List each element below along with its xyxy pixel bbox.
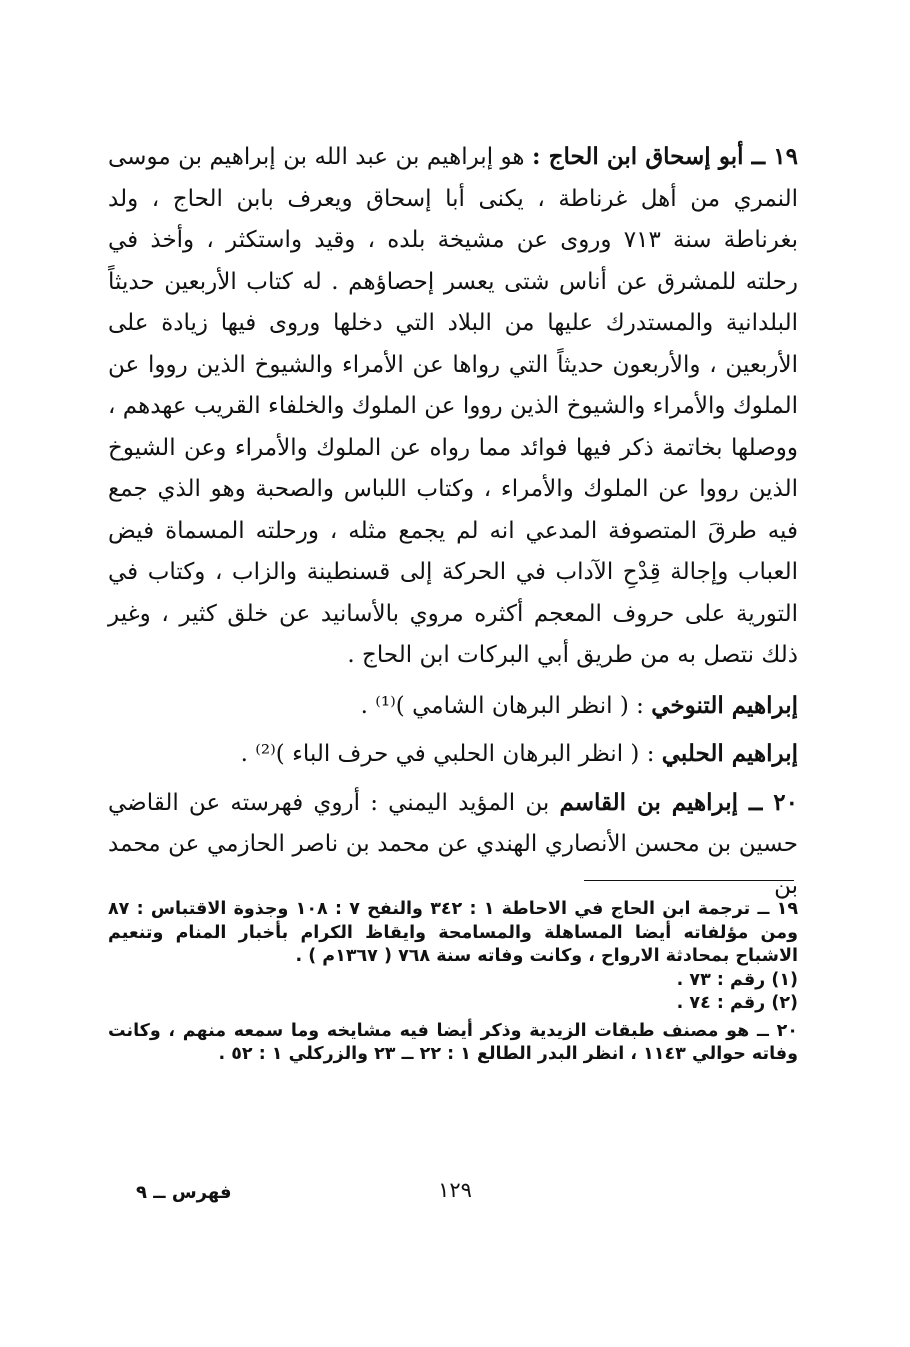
footnote-19: ١٩ ــ ترجمة ابن الحاج في الاحاطة ١ : ٣٤٢ والنفح ٧ : ١٠٨ وجذوة الاقتباس : ٨٧ ومن مؤلفاته أيضا المساهلة والمسامحة وايقاظ الكرام بأخبار المنام وتنعيم الاشباح بمحادثة الارواح ، وكانت وفاته سنة ٧٦٨ ( ١٣٦٧م ) .: [108, 899, 799, 966]
main-text: [108, 136, 798, 907]
entry-19: [108, 136, 798, 677]
signature-mark: فهرس ــ ٩: [136, 1182, 232, 1203]
cross-reference-halabi-heading: إبراهيم الحلبي: [661, 740, 798, 767]
cross-reference-tanukhi-heading: إبراهيم التنوخي: [651, 691, 798, 719]
footnote-1: (١) رقم : ٧٣ .: [676, 969, 798, 990]
footnote-divider: [584, 880, 794, 881]
footnote-2: (٢) رقم : ٧٤ .: [676, 993, 798, 1013]
entry-20: [108, 782, 798, 908]
entry-20-heading: ٢٠ ــ إبراهيم بن القاسم: [559, 788, 798, 816]
page-number: ١٢٩: [438, 1178, 472, 1202]
footnote-20: ٢٠ ــ هو مصنف طبقات الزيدية وذكر أيضا فيه مشايخه وما سمعه منهم ، وكانت وفاته حوالي ١١٤٣ ، انظر البدر الطالع ١ : ٢٢ ــ ٢٣ والزركلي ١ : ٥٢ .: [108, 1020, 798, 1064]
entry-19-text: هو إبراهيم بن عبد الله بن إبراهيم بن موسى النمري من أهل غرناطة ، يكنى أبا إسحاق ويعرف بابن الحاج ، ولد بغرناطة سنة ٧١٣ وروى عن مشيخة بلده ، وقيد واستكثر ، وأخذ في رحلته للمشرق عن أناس شتى يعسر إحصاؤهم . له كتاب الأربعين حديثاً البلدانية والمستدرك عليها من البلاد التي دخلها وروى فيها زيادة على الأربعين ، والأربعون حديثاً التي رواها عن الأمراء والشيوخ الذين رووا عن الملوك والأمراء والشيوخ الذين رووا عن الملوك والخلفاء القريب عهدهم ، ووصلها بخاتمة ذكر فيها فوائد مما رواه عن الملوك والأمراء وعن الشيوخ الذين رووا عن الملوك والأمراء ، وكتاب اللباس والصحبة وهو الذي جمع فيه طرقَ المتصوفة المدعي انه لم يجمع مثله ، ورحلته المسماة فيض العباب وإجالة قِدْحِ الآداب في الحركة إلى قسنطينة والزاب ، وكتاب في التورية على حروف المعجم أكثره مروي بالأسانيد عن خلق كثير ، وغير ذلك نتصل به من طريق أبي البركات ابن الحاج .: [108, 144, 799, 668]
cross-reference-halabi-text: : ( انظر البرهان الحلبي في حرف الباء )⁽²⁾ .: [240, 741, 662, 767]
entry-20-text: بن المؤيد اليمني : أروي فهرسته عن القاضي حسين بن محسن الأنصاري الهندي عن محمد بن ناصر الحازمي عن محمد بن: [108, 789, 798, 899]
cross-reference-tanukhi-text: : ( انظر البرهان الشامي )⁽¹⁾ .: [360, 692, 652, 719]
footnotes: [108, 898, 798, 1067]
cross-reference-tanukhi: [108, 685, 798, 728]
cross-reference-halabi: [108, 733, 798, 776]
entry-19-heading: ١٩ ــ أبو إسحاق ابن الحاج :: [532, 143, 798, 170]
